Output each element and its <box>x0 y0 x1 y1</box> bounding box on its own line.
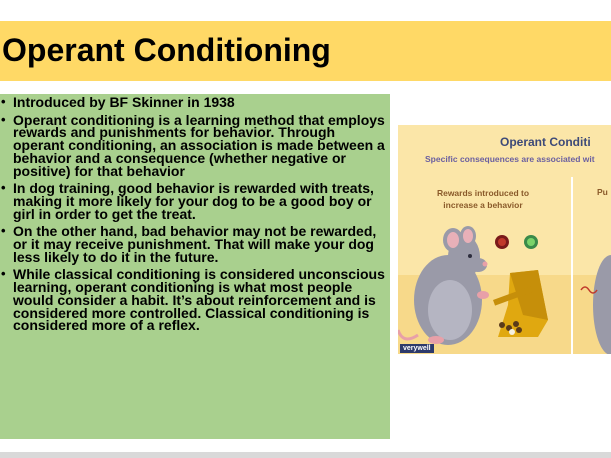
slide-title: Operant Conditioning <box>2 32 331 68</box>
bullet-list <box>0 96 386 337</box>
bullet-item: • Introduced by BF Skinner in 1938 <box>0 96 386 109</box>
infographic-title: Operant Conditi <box>500 135 591 149</box>
infographic-punishment-label: Pu <box>597 187 608 197</box>
infographic-divider <box>571 177 573 354</box>
bullet-box <box>0 94 390 439</box>
bullet-item: • While classical conditioning is considered unconscious learning, operant conditioning is what most people would consider a habit. It’s about reinforcement and is considered more controlled. Classical conditioning is considered more of a reflex. <box>0 268 386 332</box>
operant-conditioning-infographic <box>398 125 611 354</box>
bullet-item: • Operant conditioning is a learning method that employs rewards and punishments for behavior. Through operant conditioning, an association is made between a behavior and a consequence (whether negative or positive) for that behavior <box>0 114 386 178</box>
bullet-item: • In dog training, good behavior is rewarded with treats, making it more likely for your dog to be a good boy or girl in order to get the treat. <box>0 182 386 220</box>
infographic-rewards-label: Rewards introduced to increase a behavior <box>436 188 530 210</box>
bullet-item: • On the other hand, bad behavior may not be rewarded, or it may receive punishment. That will make your dog less likely to do it in the future. <box>0 225 386 263</box>
bottom-bar <box>0 452 611 458</box>
verywell-logo: verywell <box>400 344 434 353</box>
infographic-subtitle: Specific consequences are associated wit <box>425 154 595 164</box>
